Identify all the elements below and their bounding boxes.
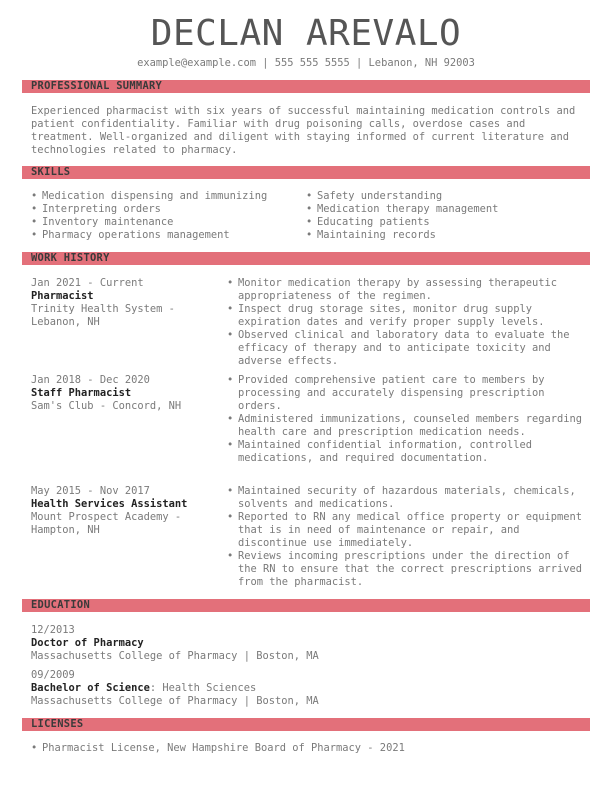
- section-header-work: WORK HISTORY: [22, 252, 590, 265]
- resume-name: DECLAN AREVALO: [150, 13, 462, 54]
- job-dates: Jan 2021 - Current: [31, 277, 144, 289]
- skill-item: • Medication therapy management: [306, 203, 576, 216]
- job-title: Pharmacist: [31, 290, 94, 302]
- skills-right-column: [306, 190, 576, 242]
- education-degree: Bachelor of Science: [31, 682, 150, 694]
- job-employer: Trinity Health System -: [31, 303, 175, 315]
- job-bullet: • Observed clinical and laboratory data to evaluate the efficacy of therapy and to anticipate toxicity and adverse effects.: [227, 329, 585, 368]
- education-entry: [31, 624, 586, 663]
- education-field: : Health Sciences: [149, 682, 257, 694]
- summary-text: [31, 105, 586, 157]
- skill-item: • Interpreting orders: [31, 203, 306, 216]
- skill-item: • Inventory maintenance: [31, 216, 306, 229]
- job-meta: [31, 485, 221, 537]
- job-bullet: • Reviews incoming prescriptions under the direction of the RN to ensure that the correct prescriptions arrived from the pharmacist.: [227, 550, 585, 589]
- section-header-education: EDUCATION: [22, 599, 590, 612]
- job-bullet: • Maintained confidential information, controlled medications, and required documentation.: [227, 439, 585, 465]
- licenses-list: [31, 742, 586, 755]
- section-header-licenses: LICENSES: [22, 718, 590, 731]
- job-bullet: • Provided comprehensive patient care to members by processing and accurately dispensing prescription orders.: [227, 374, 585, 413]
- job-bullets: [227, 485, 585, 589]
- education-school: Massachusetts College of Pharmacy | Boston, MA: [31, 695, 319, 707]
- job-bullet: • Administered immunizations, counseled members regarding health care and prescription medication needs.: [227, 413, 585, 439]
- job-location: Hampton, NH: [31, 524, 100, 536]
- section-header-skills: SKILLS: [22, 166, 590, 179]
- section-header-summary: PROFESSIONAL SUMMARY: [22, 80, 590, 93]
- job-bullet: • Inspect drug storage sites, monitor drug supply expiration dates and verify proper supply levels.: [227, 303, 585, 329]
- license-item: • Pharmacist License, New Hampshire Board of Pharmacy - 2021: [31, 742, 586, 755]
- education-date: 12/2013: [31, 624, 75, 636]
- summary-paragraph: Experienced pharmacist with six years of successful maintaining medication controls and patient confidentiality. Familiar with drug poisoning calls, overdose cases and treatment. Well-organized and diligent with staying informed of current literature and technologies related to pharmacy.: [31, 105, 576, 156]
- skill-item: • Medication dispensing and immunizing: [31, 190, 306, 203]
- job-location: Lebanon, NH: [31, 316, 100, 328]
- skills-left-column: [31, 190, 306, 242]
- job-bullet: • Monitor medication therapy by assessing therapeutic appropriateness of the regimen.: [227, 277, 585, 303]
- job-meta: [31, 374, 221, 413]
- job-employer: Mount Prospect Academy -: [31, 511, 182, 523]
- job-bullet: • Maintained security of hazardous materials, chemicals, solvents and medications.: [227, 485, 585, 511]
- education-degree: Doctor of Pharmacy: [31, 637, 144, 649]
- job-dates: May 2015 - Nov 2017: [31, 485, 150, 497]
- education-entry: [31, 669, 586, 708]
- skill-item: • Safety understanding: [306, 190, 576, 203]
- skill-item: • Educating patients: [306, 216, 576, 229]
- skill-item: • Maintaining records: [306, 229, 576, 242]
- education-school: Massachusetts College of Pharmacy | Boston, MA: [31, 650, 319, 662]
- job-title: Staff Pharmacist: [31, 387, 132, 399]
- job-dates: Jan 2018 - Dec 2020: [31, 374, 150, 386]
- job-meta: [31, 277, 221, 329]
- job-bullets: [227, 374, 585, 465]
- job-employer: Sam's Club - Concord, NH: [31, 400, 182, 412]
- skill-item: • Pharmacy operations management: [31, 229, 306, 242]
- contact-line: example@example.com | 555 555 5555 | Lebanon, NH 92003: [137, 57, 475, 69]
- job-bullet: • Reported to RN any medical office property or equipment that is in need of maintenance or repair, and discontinue use immediately.: [227, 511, 585, 550]
- job-title: Health Services Assistant: [31, 498, 188, 510]
- job-bullets: [227, 277, 585, 368]
- education-date: 09/2009: [31, 669, 75, 681]
